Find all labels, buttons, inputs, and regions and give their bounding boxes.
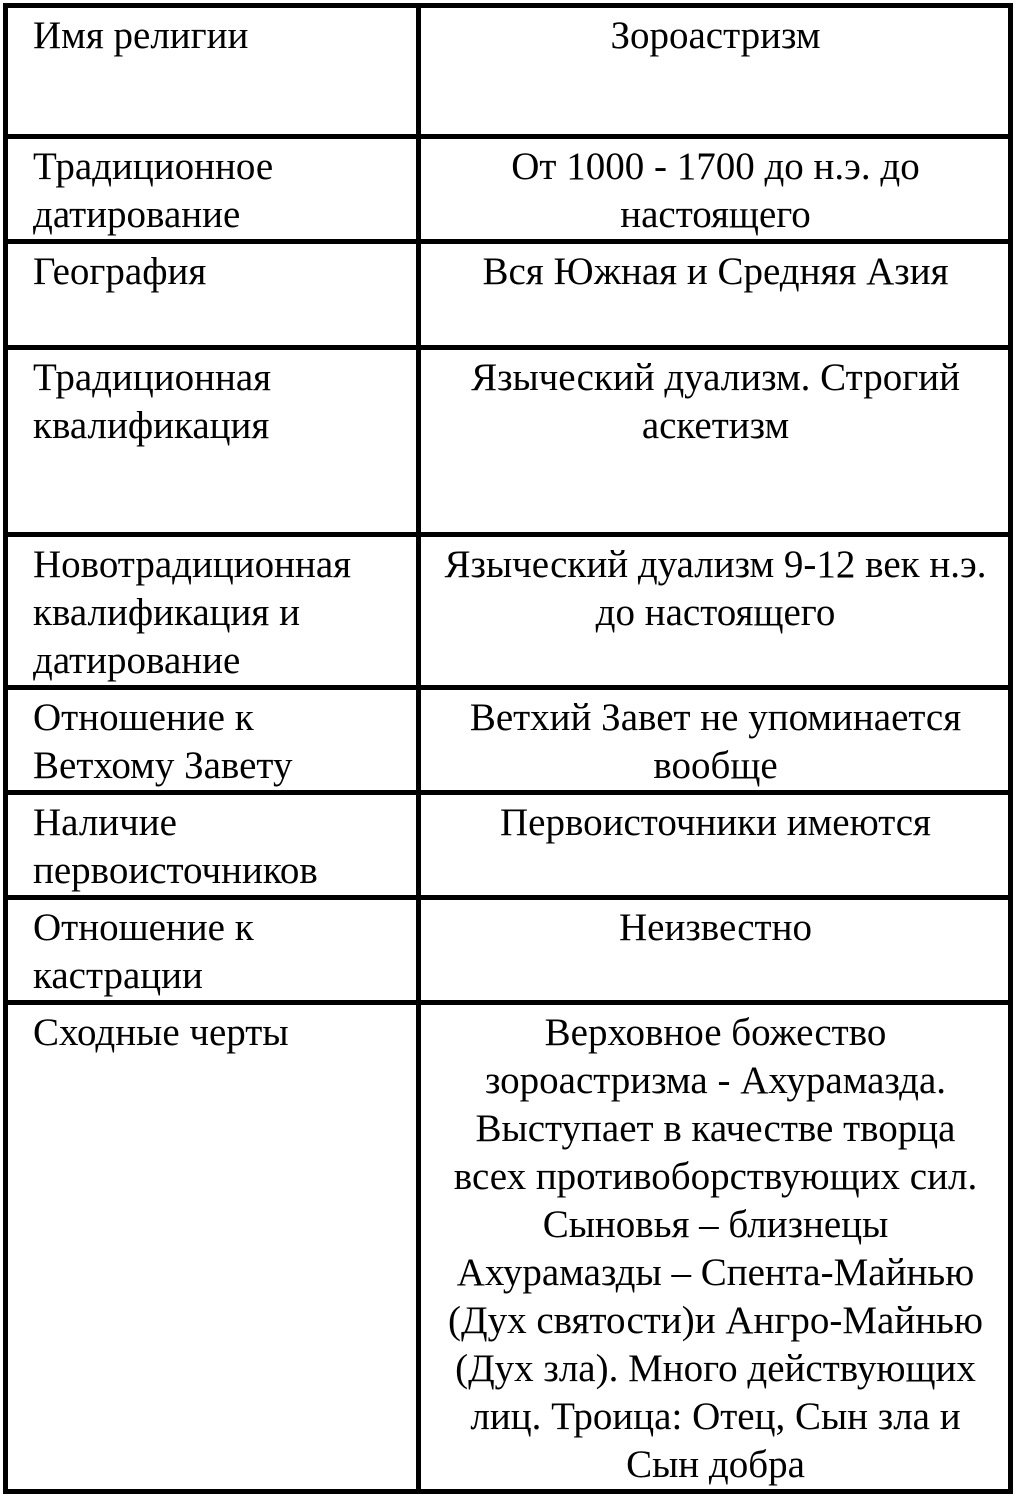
row-label-line: Имя религии: [33, 14, 249, 57]
row-label-line: квалификация и: [33, 591, 300, 634]
row-label-cell: [6, 535, 419, 688]
table-row: [6, 348, 1011, 535]
row-value-line: Ветхий Завет не упоминается: [469, 696, 962, 739]
row-label-line: первоисточников: [33, 849, 318, 892]
row-label-cell: [6, 688, 419, 793]
row-value-cell: [419, 688, 1011, 793]
table-row: [6, 535, 1011, 688]
row-label-cell: [6, 898, 419, 1003]
row-value-line: лиц. Троица: Отец, Сын зла и: [470, 1395, 961, 1438]
row-label-line: Наличие: [33, 801, 177, 844]
row-value-line: Выступает в качестве творца: [475, 1107, 956, 1150]
row-label-line: Отношение к: [33, 696, 254, 739]
row-value-line: Ахурамазды – Спента-Майнью: [456, 1251, 975, 1294]
row-value-cell: [419, 137, 1011, 242]
row-label-line: кастрации: [33, 954, 203, 997]
row-value-line: Первоисточники имеются: [500, 801, 931, 844]
religion-comparison-table: [3, 3, 1013, 1494]
row-value-cell: [419, 242, 1011, 348]
row-value-line: (Дух зла). Много действующих: [455, 1347, 976, 1390]
row-label-cell: [6, 137, 419, 242]
row-value-line: до настоящего: [595, 591, 836, 634]
row-value-line: настоящего: [620, 193, 811, 236]
table-row: [6, 688, 1011, 793]
row-value-line: Сын добра: [626, 1443, 805, 1486]
row-value-line: Языческий дуализм. Строгий: [471, 356, 960, 399]
row-label-line: датирование: [33, 639, 241, 682]
table-row: [6, 6, 1011, 137]
row-value-line: вообще: [653, 744, 778, 787]
table-row: [6, 137, 1011, 242]
row-value-line: Вся Южная и Средняя Азия: [482, 250, 949, 293]
row-label-line: Ветхому Завету: [33, 744, 293, 787]
row-value-line: аскетизм: [641, 404, 790, 447]
table-row: [6, 793, 1011, 898]
row-value-line: Верховное божество: [544, 1011, 887, 1054]
row-value-line: Сыновья – близнецы: [542, 1203, 889, 1246]
row-label-line: Традиционное: [33, 145, 274, 188]
row-label-cell: [6, 242, 419, 348]
row-value-line: Языческий дуализм 9-12 век н.э.: [444, 543, 987, 586]
row-label-cell: [6, 793, 419, 898]
row-label-line: Традиционная: [33, 356, 272, 399]
row-label-line: Сходные черты: [33, 1011, 289, 1054]
row-value-line: зороастризма - Ахурамазда.: [484, 1059, 947, 1102]
row-value-line: Зороастризм: [610, 14, 821, 57]
row-value-cell: [419, 1003, 1011, 1492]
row-value-cell: [419, 898, 1011, 1003]
row-value-cell: [419, 535, 1011, 688]
row-label-cell: [6, 1003, 419, 1492]
table-row: [6, 1003, 1011, 1492]
row-label-line: География: [33, 250, 207, 293]
row-value-line: (Дух святости)и Ангро-Майнью: [448, 1299, 983, 1342]
row-label-cell: [6, 6, 419, 137]
row-label-line: квалификация: [33, 404, 270, 447]
row-value-line: Неизвестно: [619, 906, 812, 949]
table-row: [6, 898, 1011, 1003]
table-row: [6, 242, 1011, 348]
row-value-line: всех противоборствующих сил.: [453, 1155, 978, 1198]
row-label-line: датирование: [33, 193, 241, 236]
row-label-cell: [6, 348, 419, 535]
row-value-cell: [419, 793, 1011, 898]
row-label-line: Новотрадиционная: [33, 543, 352, 586]
row-value-cell: [419, 348, 1011, 535]
row-value-cell: [419, 6, 1011, 137]
row-value-line: От 1000 - 1700 до н.э. до: [511, 145, 920, 188]
row-label-line: Отношение к: [33, 906, 254, 949]
